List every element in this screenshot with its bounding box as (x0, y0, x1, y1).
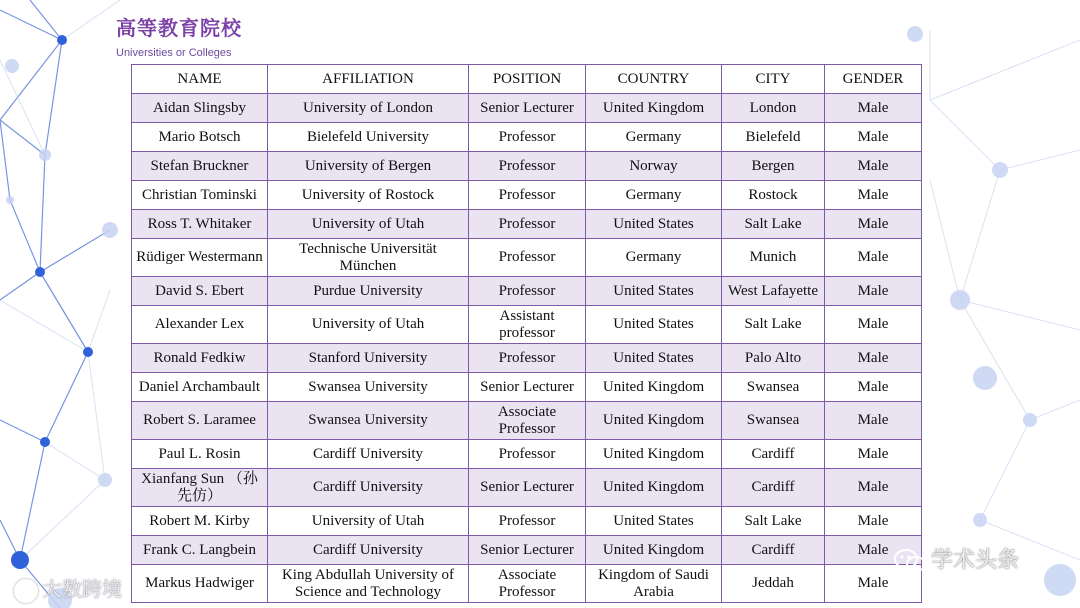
table-row (132, 210, 922, 239)
cell-country: Germany (586, 181, 722, 210)
cell-name: Alexander Lex (132, 306, 268, 344)
table-row (132, 277, 922, 306)
cell-affiliation: University of Rostock (268, 181, 469, 210)
column-header-gender: GENDER (825, 65, 922, 94)
cell-city: Munich (722, 239, 825, 277)
cell-affiliation: University of Utah (268, 306, 469, 344)
cell-position: Professor (469, 440, 586, 469)
cell-city: Cardiff (722, 440, 825, 469)
table-row (132, 344, 922, 373)
cell-country: United States (586, 210, 722, 239)
cell-position: Professor (469, 507, 586, 536)
cell-gender: Male (825, 210, 922, 239)
cell-gender: Male (825, 181, 922, 210)
cell-name: Stefan Bruckner (132, 152, 268, 181)
cell-country: United Kingdom (586, 373, 722, 402)
cell-affiliation: Swansea University (268, 402, 469, 440)
cell-name: Aidan Slingsby (132, 94, 268, 123)
cell-affiliation: Cardiff University (268, 440, 469, 469)
cell-position: Assistant professor (469, 306, 586, 344)
cell-affiliation: Technische Universität München (268, 239, 469, 277)
table-body (132, 94, 922, 603)
table-row (132, 306, 922, 344)
watermark-right-text: 学术头条 (931, 548, 1020, 573)
cell-position: Professor (469, 181, 586, 210)
cell-country: United Kingdom (586, 536, 722, 565)
table-row (132, 94, 922, 123)
column-header-country: COUNTRY (586, 65, 722, 94)
cell-name: David S. Ebert (132, 277, 268, 306)
cell-name: Christian Tominski (132, 181, 268, 210)
table-row (132, 440, 922, 469)
cell-gender: Male (825, 440, 922, 469)
cell-city: Jeddah (722, 565, 825, 603)
cell-affiliation: University of London (268, 94, 469, 123)
cell-position: Professor (469, 239, 586, 277)
cell-affiliation: Bielefeld University (268, 123, 469, 152)
cell-name: Robert S. Laramee (132, 402, 268, 440)
cell-position: Professor (469, 344, 586, 373)
cell-country: United States (586, 507, 722, 536)
cell-gender: Male (825, 373, 922, 402)
cell-affiliation: Cardiff University (268, 469, 469, 507)
table-row (132, 402, 922, 440)
table-row (132, 239, 922, 277)
watermark-right (893, 543, 1019, 574)
cell-gender: Male (825, 507, 922, 536)
table-row (132, 565, 922, 603)
cell-city: Cardiff (722, 469, 825, 507)
cell-name: Xianfang Sun （孙先仿） (132, 469, 268, 507)
cell-affiliation: Purdue University (268, 277, 469, 306)
page-title: 高等教育院校 (116, 16, 242, 40)
cell-position: Associate Professor (469, 565, 586, 603)
cell-affiliation: University of Bergen (268, 152, 469, 181)
cell-gender: Male (825, 536, 922, 565)
table-row (132, 536, 922, 565)
cell-name: Rüdiger Westermann (132, 239, 268, 277)
watermark-left-text: 大数跨境 (42, 577, 122, 601)
cell-name: Ronald Fedkiw (132, 344, 268, 373)
cell-country: United Kingdom (586, 440, 722, 469)
cell-affiliation: University of Utah (268, 210, 469, 239)
cell-affiliation: King Abdullah University of Science and Technology (268, 565, 469, 603)
cell-name: Frank C. Langbein (132, 536, 268, 565)
cell-gender: Male (825, 94, 922, 123)
cell-position: Senior Lecturer (469, 469, 586, 507)
cell-name: Daniel Archambault (132, 373, 268, 402)
page-subtitle: Universities or Colleges (116, 47, 232, 59)
column-header-city: CITY (722, 65, 825, 94)
watermark-logo-icon (14, 579, 38, 603)
cell-gender: Male (825, 344, 922, 373)
cell-country: Germany (586, 123, 722, 152)
cell-city: Cardiff (722, 536, 825, 565)
cell-gender: Male (825, 277, 922, 306)
cell-position: Professor (469, 210, 586, 239)
cell-name: Paul L. Rosin (132, 440, 268, 469)
cell-city: Salt Lake (722, 507, 825, 536)
cell-name: Robert M. Kirby (132, 507, 268, 536)
cell-city: Swansea (722, 373, 825, 402)
cell-country: United States (586, 344, 722, 373)
cell-city: Rostock (722, 181, 825, 210)
column-header-name: NAME (132, 65, 268, 94)
cell-name: Markus Hadwiger (132, 565, 268, 603)
cell-city: Bielefeld (722, 123, 825, 152)
cell-country: Kingdom of Saudi Arabia (586, 565, 722, 603)
cell-affiliation: Stanford University (268, 344, 469, 373)
cell-name: Mario Botsch (132, 123, 268, 152)
cell-country: Norway (586, 152, 722, 181)
table-row (132, 373, 922, 402)
cell-gender: Male (825, 239, 922, 277)
cell-country: United States (586, 306, 722, 344)
cell-affiliation: University of Utah (268, 507, 469, 536)
cell-country: United States (586, 277, 722, 306)
cell-affiliation: Cardiff University (268, 536, 469, 565)
cell-affiliation: Swansea University (268, 373, 469, 402)
cell-position: Senior Lecturer (469, 94, 586, 123)
column-header-position: POSITION (469, 65, 586, 94)
table-row (132, 507, 922, 536)
cell-position: Senior Lecturer (469, 373, 586, 402)
table-row (132, 181, 922, 210)
cell-gender: Male (825, 402, 922, 440)
cell-gender: Male (825, 123, 922, 152)
table-header-row (132, 65, 922, 94)
cell-position: Professor (469, 277, 586, 306)
cell-country: United Kingdom (586, 94, 722, 123)
cell-city: Swansea (722, 402, 825, 440)
cell-city: Bergen (722, 152, 825, 181)
cell-gender: Male (825, 565, 922, 603)
cell-country: United Kingdom (586, 402, 722, 440)
table-row (132, 123, 922, 152)
cell-position: Professor (469, 152, 586, 181)
cell-name: Ross T. Whitaker (132, 210, 268, 239)
cell-country: United Kingdom (586, 469, 722, 507)
table-row (132, 469, 922, 507)
cell-position: Senior Lecturer (469, 536, 586, 565)
cell-gender: Male (825, 152, 922, 181)
cell-city: Salt Lake (722, 306, 825, 344)
cell-position: Professor (469, 123, 586, 152)
table-row (132, 152, 922, 181)
cell-gender: Male (825, 306, 922, 344)
cell-city: Palo Alto (722, 344, 825, 373)
wechat-icon (893, 548, 927, 574)
cell-position: Associate Professor (469, 402, 586, 440)
watermark-left (14, 573, 122, 603)
scholars-table (131, 64, 922, 603)
cell-city: West Lafayette (722, 277, 825, 306)
cell-city: London (722, 94, 825, 123)
cell-country: Germany (586, 239, 722, 277)
cell-city: Salt Lake (722, 210, 825, 239)
column-header-affiliation: AFFILIATION (268, 65, 469, 94)
cell-gender: Male (825, 469, 922, 507)
